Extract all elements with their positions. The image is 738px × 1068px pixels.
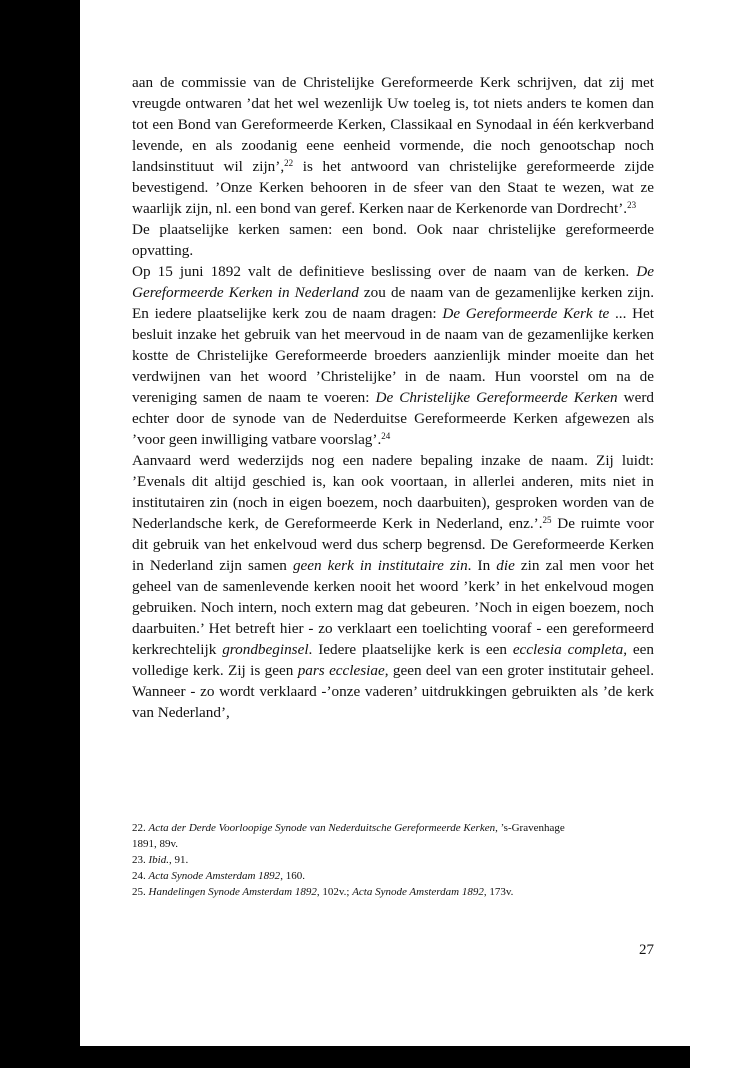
text-run: , ’s-Gravenhage — [495, 822, 565, 834]
italic-text: Acta Synode Amsterdam 1892 — [148, 870, 281, 882]
footnote — [132, 884, 654, 900]
italic-text: geen kerk in institutaire zin — [292, 557, 468, 574]
text-run: , 173v. — [483, 886, 514, 898]
text-run: zou de naam van de gezamenlijke kerken zijn. En iedere plaatselijke kerk zou de naam dragen: — [132, 284, 654, 322]
paragraph — [132, 219, 654, 261]
italic-text: Ibid. — [148, 854, 169, 866]
italic-text: Acta der Derde Voorloopige Synode van Nederduitsche Gereformeerde Kerken — [148, 822, 496, 834]
text-run: , 91. — [168, 854, 189, 866]
text-run: aan de commissie van de Christelijke Gereformeerde Kerk schrijven, dat zij met vreugde ontwaren ’dat het wel wezenlijk Uw toeleg is, tot niets anders te komen dan tot een Bond van Gereformeerde Kerken, Classikaal en Synodaal in één kerkverband levende, en als zoodanig eene eenheid vormende, die noch genootschap noch landsinstituut wil zijn’, — [132, 74, 654, 175]
italic-text: ecclesia completa — [512, 641, 624, 658]
page-body — [132, 72, 654, 723]
text-run: 1891, 89v. — [132, 838, 179, 850]
text-run: , een volledige kerk. Zij is geen — [132, 641, 655, 679]
italic-text: die — [496, 557, 515, 574]
paragraph — [132, 261, 654, 450]
scan-border-bottom — [0, 1046, 690, 1068]
italic-text: De Gereformeerde Kerken in Nederland — [132, 263, 654, 301]
text-run: werd echter door de synode van de Nederduitse Gereformeerde Kerken afgewezen als ’voor geen inwilliging vatbare voorslag’. — [132, 389, 654, 448]
italic-text: pars ecclesiae — [297, 662, 385, 679]
text-run: De plaatselijke kerken samen: een bond. Ook naar christelijke gereformeerde opvatting. — [132, 221, 654, 259]
footnotes — [132, 820, 654, 900]
footnote-ref: 22 — [284, 158, 294, 168]
text-run: , geen deel van een groter institutair geheel. Wanneer - zo wordt verklaard -’onze vaderen’ uitdrukkingen gebruikten als ’de kerk van Nederland’, — [132, 662, 654, 721]
italic-text: De Christelijke Gereformeerde Kerken — [375, 389, 618, 406]
footnote-ref: 25 — [542, 515, 552, 525]
text-run: Op 15 juni 1892 valt de definitieve beslissing over de naam van de kerken. — [132, 263, 637, 280]
footnote — [132, 820, 654, 836]
paragraph — [132, 72, 654, 219]
text-run: Aanvaard werd wederzijds nog een nadere bepaling inzake de naam. Zij luidt: ’Evenals dit altijd geschied is, kan ook voortaan, in allerlei anderen, mits niet in institutairen zin (noch in eigen boezem, noch daarbuiten), gesproken worden van de Nederlandsche kerk, de Gereformeerde Kerk in Nederland, enz.’. — [132, 452, 654, 532]
footnote — [132, 868, 654, 884]
text-run: zin zal men voor het geheel van de samenlevende kerken nooit het woord ’kerk’ in het enkelvoud mogen gebruiken. Noch intern, noch extern mag dat gebeuren. ’Noch in eigen boezem, noch daarbuiten.’ Het betreft hier - zo verklaart een toelichting vooraf - een gereformeerd kerkrechtelijk — [132, 557, 655, 658]
text-run: 22. — [132, 822, 149, 834]
footnote — [132, 836, 654, 852]
italic-text: De Gereformeerde Kerk te — [442, 305, 610, 322]
footnote-ref: 24 — [381, 431, 391, 441]
scan-border-left — [0, 0, 80, 1068]
footnote-ref: 23 — [627, 200, 637, 210]
text-run: is het antwoord van christelijke gereformeerde zijde bevestigend. ’Onze Kerken behooren in de sfeer van den Staat te wezen, wat ze waarlijk zijn, nl. een bond van geref. Kerken naar de Kerkenorde van Dordrecht’. — [132, 158, 654, 217]
paragraph — [132, 450, 654, 723]
text-run: . Iedere plaatselijke kerk is een — [308, 641, 513, 658]
italic-text: Handelingen Synode Amsterdam 1892 — [148, 886, 317, 898]
text-run: 25. — [132, 886, 149, 898]
text-run: . In — [467, 557, 497, 574]
text-run: 24. — [132, 870, 149, 882]
italic-text: grondbeginsel — [222, 641, 309, 658]
text-run: 23. — [132, 854, 149, 866]
body-text — [132, 72, 654, 723]
text-run: , 102v.; — [316, 886, 353, 898]
text-run: De ruimte voor dit gebruik van het enkelvoud werd dus scherp begrensd. De Gereformeerde Kerken in Nederland zijn samen — [132, 515, 655, 574]
footnote — [132, 852, 654, 868]
text-run: ... Het besluit inzake het gebruik van het meervoud in de naam van de gezamenlijke kerken kostte de Christelijke Gereformeerde broeders aanzienlijk minder moeite dan het verdwijnen van het woord ’Christelijke’ in de naam. Hun voorstel om na de vereniging samen de naam te voeren: — [132, 305, 655, 406]
page-number: 27 — [639, 942, 654, 958]
italic-text: Acta Synode Amsterdam 1892 — [352, 886, 484, 898]
text-run: , 160. — [280, 870, 305, 882]
